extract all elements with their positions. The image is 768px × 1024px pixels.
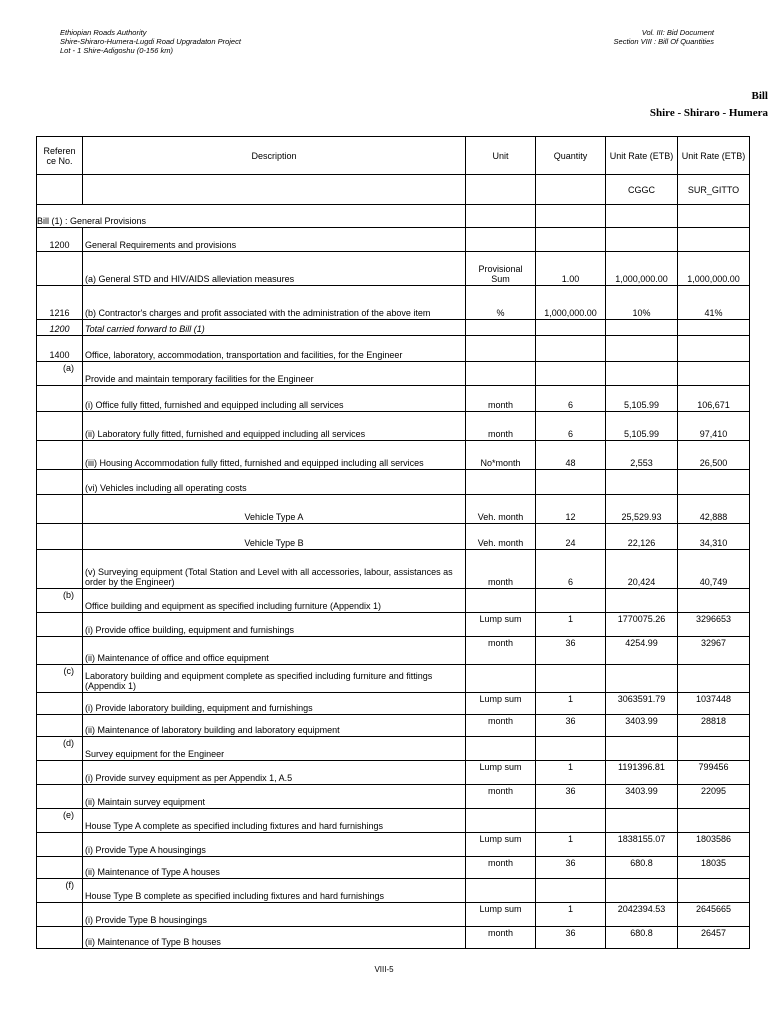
table-row xyxy=(37,613,750,637)
cell-quantity: 6 xyxy=(536,386,606,412)
cell-quantity: 1 xyxy=(536,903,606,927)
cell-rate-1: 10% xyxy=(606,286,678,320)
bill-of-quantities-table xyxy=(36,136,750,949)
header-volume: Vol. III: Bid Document xyxy=(641,28,714,37)
cell-unit: Lump sum xyxy=(466,903,536,927)
cell-unit xyxy=(466,737,536,761)
table-row xyxy=(37,693,750,715)
cell-rate-1: 680.8 xyxy=(606,857,678,879)
col-header-description: Description xyxy=(83,137,466,175)
cell-description: Survey equipment for the Engineer xyxy=(83,737,466,761)
cell-quantity: 36 xyxy=(536,715,606,737)
bidder-row xyxy=(37,175,750,205)
cell-unit xyxy=(466,589,536,613)
cell-rate-1: 20,424 xyxy=(606,550,678,589)
cell-quantity: 1 xyxy=(536,761,606,785)
cell-unit: month xyxy=(466,785,536,809)
cell-rate-1 xyxy=(606,205,678,228)
cell-ref xyxy=(37,386,83,412)
header-section: Section VIII : Bill Of Quantities xyxy=(613,37,714,46)
cell-ref: 1216 xyxy=(37,286,83,320)
cell-rate-1 xyxy=(606,737,678,761)
cell-ref xyxy=(37,927,83,949)
cell-unit: % xyxy=(466,286,536,320)
bill-heading-cell: Bill (1) : General Provisions xyxy=(37,205,466,228)
cell-quantity xyxy=(536,320,606,336)
cell-description: Vehicle Type B xyxy=(83,524,466,550)
cell-rate-1 xyxy=(606,809,678,833)
cell-ref xyxy=(37,252,83,286)
cell-rate-1: 25,529.93 xyxy=(606,495,678,524)
cell-rate-1 xyxy=(606,320,678,336)
cell-rate-1: 1,000,000.00 xyxy=(606,252,678,286)
col-header-ref: Referen ce No. xyxy=(37,137,83,175)
table-row xyxy=(37,524,750,550)
cell-quantity: 36 xyxy=(536,785,606,809)
table-row xyxy=(37,412,750,441)
cell-description: Office building and equipment as specified including furniture (Appendix 1) xyxy=(83,589,466,613)
cell-description: (ii) Laboratory fully fitted, furnished and equipped including all services xyxy=(83,412,466,441)
cell-rate-2: 40,749 xyxy=(678,550,750,589)
cell-rate-1: 22,126 xyxy=(606,524,678,550)
cell-ref: (f) xyxy=(37,879,83,903)
table-row xyxy=(37,362,750,386)
table-row xyxy=(37,785,750,809)
cell-rate-2 xyxy=(678,809,750,833)
table-row xyxy=(37,927,750,949)
cell-description: House Type A complete as specified including fixtures and hard furnishings xyxy=(83,809,466,833)
cell-quantity: 12 xyxy=(536,495,606,524)
cell-rate-2: 97,410 xyxy=(678,412,750,441)
table-row xyxy=(37,205,750,228)
cell-quantity xyxy=(536,336,606,362)
cell-description: (i) Office fully fitted, furnished and equipped including all services xyxy=(83,386,466,412)
cell-quantity: 36 xyxy=(536,857,606,879)
table-row xyxy=(37,495,750,524)
cell-rate-1: 3403.99 xyxy=(606,785,678,809)
cell-rate-2: 3296653 xyxy=(678,613,750,637)
cell-rate-2 xyxy=(678,205,750,228)
cell-rate-1 xyxy=(606,589,678,613)
cell-unit: Veh. month xyxy=(466,495,536,524)
cell-unit xyxy=(466,228,536,252)
bidder-name-1: CGGC xyxy=(606,175,678,205)
cell-unit: Lump sum xyxy=(466,613,536,637)
cell-description: (b) Contractor's charges and profit associated with the administration of the above item xyxy=(83,286,466,320)
cell-description: (i) Provide office building, equipment and furnishings xyxy=(83,613,466,637)
cell-rate-2: 106,671 xyxy=(678,386,750,412)
cell-ref: (a) xyxy=(37,362,83,386)
cell-quantity xyxy=(536,362,606,386)
cell-unit xyxy=(466,205,536,228)
table-row xyxy=(37,761,750,785)
cell-quantity xyxy=(536,665,606,693)
table-row xyxy=(37,715,750,737)
cell-unit: month xyxy=(466,550,536,589)
cell-rate-2 xyxy=(678,665,750,693)
cell-ref xyxy=(37,412,83,441)
cell-ref xyxy=(37,550,83,589)
table-row xyxy=(37,903,750,927)
table-row xyxy=(37,550,750,589)
table-row xyxy=(37,809,750,833)
cell-ref xyxy=(37,715,83,737)
cell-description: (v) Surveying equipment (Total Station and Level with all accessories, labour, assistances as order by the Engineer) xyxy=(83,550,466,589)
cell-ref xyxy=(37,857,83,879)
table-row xyxy=(37,470,750,495)
table-row xyxy=(37,879,750,903)
cell-rate-2 xyxy=(678,879,750,903)
col-header-rate-1: Unit Rate (ETB) xyxy=(606,137,678,175)
cell-rate-2: 26457 xyxy=(678,927,750,949)
cell-ref xyxy=(37,833,83,857)
cell-rate-1 xyxy=(606,665,678,693)
cell-unit: Lump sum xyxy=(466,693,536,715)
cell-unit xyxy=(466,320,536,336)
cell-description: (i) Provide Type B housingings xyxy=(83,903,466,927)
cell-unit: Veh. month xyxy=(466,524,536,550)
cell-rate-1 xyxy=(606,336,678,362)
cell-unit: month xyxy=(466,637,536,665)
cell-description: Office, laboratory, accommodation, transportation and facilities, for the Engineer xyxy=(83,336,466,362)
cell-description: Provide and maintain temporary facilities for the Engineer xyxy=(83,362,466,386)
cell-description: Vehicle Type A xyxy=(83,495,466,524)
table-row xyxy=(37,665,750,693)
cell-description: (i) Provide laboratory building, equipment and furnishings xyxy=(83,693,466,715)
table-header-row xyxy=(37,137,750,175)
cell-ref xyxy=(37,761,83,785)
table-row xyxy=(37,441,750,470)
cell-rate-2: 41% xyxy=(678,286,750,320)
cell-unit: month xyxy=(466,927,536,949)
cell-ref xyxy=(37,785,83,809)
cell-unit: No*month xyxy=(466,441,536,470)
cell-quantity: 36 xyxy=(536,637,606,665)
document-header-left xyxy=(60,28,241,55)
cell-ref: (d) xyxy=(37,737,83,761)
cell-rate-2: 32967 xyxy=(678,637,750,665)
cell-rate-1: 5,105.99 xyxy=(606,412,678,441)
cell-ref xyxy=(37,524,83,550)
cell-quantity: 36 xyxy=(536,927,606,949)
cell-quantity: 24 xyxy=(536,524,606,550)
cell-rate-1: 4254.99 xyxy=(606,637,678,665)
cell-rate-1: 2042394.53 xyxy=(606,903,678,927)
cell-rate-1: 3063591.79 xyxy=(606,693,678,715)
cell-rate-2 xyxy=(678,228,750,252)
cell-rate-2: 1037448 xyxy=(678,693,750,715)
document-header-right xyxy=(614,28,714,46)
cell-description: (i) Provide Type A housingings xyxy=(83,833,466,857)
cell-quantity: 48 xyxy=(536,441,606,470)
bidder-name-2: SUR_GITTO xyxy=(678,175,750,205)
bill-title xyxy=(468,88,768,122)
page-number: VIII-5 xyxy=(374,965,394,974)
cell-quantity xyxy=(536,228,606,252)
table-row xyxy=(37,857,750,879)
cell-description: (ii) Maintenance of laboratory building and laboratory equipment xyxy=(83,715,466,737)
cell-unit: Lump sum xyxy=(466,833,536,857)
table-row xyxy=(37,637,750,665)
cell-unit xyxy=(466,362,536,386)
cell-rate-2 xyxy=(678,737,750,761)
cell-rate-2: 34,310 xyxy=(678,524,750,550)
cell-ref: 1200 xyxy=(37,228,83,252)
cell-rate-2: 28818 xyxy=(678,715,750,737)
cell-quantity: 1.00 xyxy=(536,252,606,286)
cell-ref: (c) xyxy=(37,665,83,693)
bill-label: Bill xyxy=(751,90,768,102)
table-row xyxy=(37,320,750,336)
cell-unit xyxy=(466,665,536,693)
cell-rate-1 xyxy=(606,228,678,252)
cell-description: (vi) Vehicles including all operating costs xyxy=(83,470,466,495)
col-header-unit: Unit xyxy=(466,137,536,175)
cell-quantity: 1 xyxy=(536,833,606,857)
cell-unit: Lump sum xyxy=(466,761,536,785)
table-body xyxy=(37,205,750,949)
cell-quantity xyxy=(536,809,606,833)
table-row xyxy=(37,252,750,286)
cell-ref xyxy=(37,613,83,637)
header-project: Shire-Shiraro-Humera-Lugdi Road Upgradaton Project xyxy=(60,37,241,46)
cell-quantity: 1,000,000.00 xyxy=(536,286,606,320)
cell-description: (ii) Maintenance of Type B houses xyxy=(83,927,466,949)
cell-ref xyxy=(37,495,83,524)
cell-ref xyxy=(37,470,83,495)
cell-description: (iii) Housing Accommodation fully fitted, furnished and equipped including all services xyxy=(83,441,466,470)
cell-rate-2 xyxy=(678,362,750,386)
cell-description: (ii) Maintenance of office and office equipment xyxy=(83,637,466,665)
cell-rate-2 xyxy=(678,589,750,613)
cell-rate-1: 1838155.07 xyxy=(606,833,678,857)
table-row xyxy=(37,228,750,252)
cell-rate-1: 5,105.99 xyxy=(606,386,678,412)
col-header-rate-2: Unit Rate (ETB) xyxy=(678,137,750,175)
table-row xyxy=(37,386,750,412)
cell-quantity xyxy=(536,737,606,761)
cell-rate-2: 1,000,000.00 xyxy=(678,252,750,286)
table-row xyxy=(37,286,750,320)
cell-rate-2 xyxy=(678,320,750,336)
cell-rate-2: 799456 xyxy=(678,761,750,785)
cell-rate-2: 18035 xyxy=(678,857,750,879)
cell-description: General Requirements and provisions xyxy=(83,228,466,252)
cell-rate-2 xyxy=(678,336,750,362)
cell-ref: 1200 xyxy=(37,320,83,336)
table-row xyxy=(37,737,750,761)
cell-unit: month xyxy=(466,412,536,441)
cell-rate-2: 26,500 xyxy=(678,441,750,470)
cell-rate-2: 1803586 xyxy=(678,833,750,857)
table-row xyxy=(37,833,750,857)
cell-ref xyxy=(37,903,83,927)
cell-ref xyxy=(37,441,83,470)
cell-description: Laboratory building and equipment complete as specified including furniture and fittings (Appendix 1) xyxy=(83,665,466,693)
cell-rate-1: 1191396.81 xyxy=(606,761,678,785)
cell-description: (a) General STD and HIV/AIDS alleviation measures xyxy=(83,252,466,286)
cell-ref: (b) xyxy=(37,589,83,613)
cell-description: Total carried forward to Bill (1) xyxy=(83,320,466,336)
cell-rate-1: 680.8 xyxy=(606,927,678,949)
header-lot: Lot - 1 Shire-Adigoshu (0-156 km) xyxy=(60,46,173,55)
cell-unit: month xyxy=(466,857,536,879)
cell-ref xyxy=(37,693,83,715)
cell-unit xyxy=(466,879,536,903)
cell-quantity: 1 xyxy=(536,693,606,715)
cell-description: (ii) Maintenance of Type A houses xyxy=(83,857,466,879)
cell-rate-1: 2,553 xyxy=(606,441,678,470)
cell-rate-1 xyxy=(606,362,678,386)
cell-unit xyxy=(466,336,536,362)
cell-unit: month xyxy=(466,715,536,737)
cell-unit: Provisional Sum xyxy=(466,252,536,286)
cell-quantity: 1 xyxy=(536,613,606,637)
cell-rate-1 xyxy=(606,470,678,495)
cell-quantity: 6 xyxy=(536,412,606,441)
cell-quantity xyxy=(536,470,606,495)
cell-rate-1: 3403.99 xyxy=(606,715,678,737)
cell-quantity xyxy=(536,879,606,903)
cell-description: (ii) Maintain survey equipment xyxy=(83,785,466,809)
col-header-quantity: Quantity xyxy=(536,137,606,175)
cell-rate-2: 2645665 xyxy=(678,903,750,927)
cell-ref: (e) xyxy=(37,809,83,833)
bill-route: Shire - Shiraro - Humera xyxy=(649,107,768,119)
cell-description: (i) Provide survey equipment as per Appendix 1, A.5 xyxy=(83,761,466,785)
table-row xyxy=(37,336,750,362)
cell-ref: 1400 xyxy=(37,336,83,362)
cell-quantity xyxy=(536,205,606,228)
table-row xyxy=(37,589,750,613)
cell-unit xyxy=(466,470,536,495)
cell-rate-1: 1770075.26 xyxy=(606,613,678,637)
cell-quantity: 6 xyxy=(536,550,606,589)
cell-description: House Type B complete as specified including fixtures and hard furnishings xyxy=(83,879,466,903)
cell-rate-2 xyxy=(678,470,750,495)
cell-rate-2: 42,888 xyxy=(678,495,750,524)
cell-quantity xyxy=(536,589,606,613)
cell-rate-2: 22095 xyxy=(678,785,750,809)
cell-ref xyxy=(37,637,83,665)
cell-rate-1 xyxy=(606,879,678,903)
cell-unit: month xyxy=(466,386,536,412)
cell-unit xyxy=(466,809,536,833)
header-org: Ethiopian Roads Authority xyxy=(60,28,147,37)
